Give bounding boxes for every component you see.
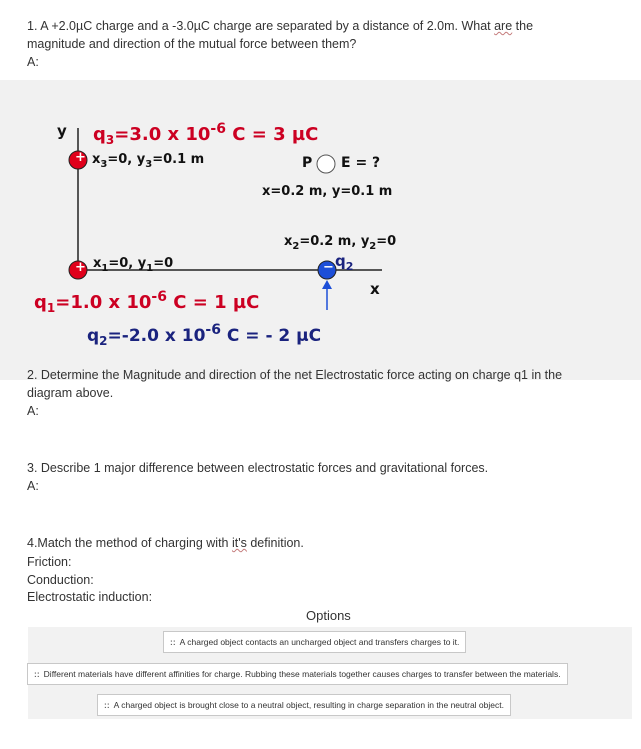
q2-position-label [284, 234, 397, 252]
q1-pos-ys: 1 [146, 263, 154, 274]
question-2-line-1: 2. Determine the Magnitude and direction of the net Electrostatic force acting on charge q1 in the [27, 368, 563, 382]
q3-unit: C = 3 µC [225, 124, 319, 145]
point-p-position: x=0.2 m, y=0.1 m [262, 184, 393, 199]
q3-value-label [93, 121, 319, 147]
drag-handle-icon: :: [104, 700, 110, 710]
q3-position-label [92, 152, 205, 170]
q1-text-a: 1. A +2.0µC charge and a -3.0µC charge are separated by a distance of 2.0m. What [27, 19, 495, 33]
q2-value-label [87, 322, 322, 348]
q1-plus-text: + [75, 260, 86, 275]
q1-exp: -6 [151, 289, 167, 305]
question-3-line-1: 3. Describe 1 major difference between electrostatic forces and gravitational forces. [27, 461, 489, 475]
q1-pos-xv: =0, y [108, 256, 147, 271]
q1-value: =1.0 x 10 [55, 292, 152, 313]
q1-text-b: the [512, 19, 534, 33]
q2-name-sub: 2 [345, 260, 354, 273]
drag-handle-icon: :: [34, 669, 40, 679]
y-axis-label: y [57, 122, 67, 140]
q2-name: q [87, 326, 100, 346]
option-chip-induction[interactable] [97, 694, 511, 716]
q3-value: =3.0 x 10 [114, 124, 211, 145]
field-label: E = ? [341, 155, 381, 171]
point-p-label: P [302, 155, 313, 171]
q1-unit: C = 1 µC [166, 292, 260, 313]
term-friction: Friction: [27, 555, 72, 569]
q2-unit: C = - 2 µC [220, 326, 322, 346]
x-axis-label: x [370, 280, 380, 298]
question-1-line-2: magnitude and direction of the mutual force between them? [27, 37, 357, 51]
q1-position-label [93, 256, 174, 274]
option-chip-contact[interactable] [163, 631, 466, 653]
q4-text-a: 4.Match the method of charging with [27, 536, 232, 550]
question-1-answer-label: A: [27, 55, 39, 69]
option-text-induction: A charged object is brought close to a neutral object, resulting in charge separation in the neutral object. [113, 700, 504, 710]
question-4-line-1 [27, 534, 304, 552]
q1-value-label [34, 289, 260, 315]
q1-pos-xs: 1 [101, 263, 109, 274]
drag-handle-icon: :: [170, 637, 176, 647]
q3-pos-xv: =0, y [107, 152, 146, 167]
options-title: Options [306, 608, 351, 623]
question-2-line-2: diagram above. [27, 386, 114, 400]
q1-wavy-word: are [494, 19, 513, 33]
question-1-line-1 [27, 17, 533, 35]
q1-pos-yv: =0 [153, 256, 174, 271]
option-chip-friction[interactable] [27, 663, 568, 685]
q3-pos-xs: 3 [100, 159, 108, 170]
q2-pos-ys: 2 [369, 241, 377, 252]
term-electrostatic-induction: Electrostatic induction: [27, 590, 153, 604]
point-p-marker [317, 155, 335, 173]
q2-charge-name [335, 252, 354, 273]
option-text-contact: A charged object contacts an uncharged object and transfers charges to it. [179, 637, 460, 647]
question-2-answer-label: A: [27, 404, 39, 418]
q3-pos-x: x [92, 152, 101, 167]
option-text-friction: Different materials have different affinities for charge. Rubbing these materials together causes charges to transfer between the materials. [43, 669, 561, 679]
q3-pos-yv: =0.1 m [152, 152, 205, 167]
q3-pos-ys: 3 [145, 159, 153, 170]
q2-minus-text: − [323, 260, 334, 275]
q2-arrow-head [322, 280, 332, 289]
q2-value: =-2.0 x 10 [107, 326, 206, 346]
q2-sub: 2 [99, 334, 108, 348]
q2-name-text: q [335, 252, 346, 270]
term-conduction: Conduction: [27, 573, 94, 587]
q4-wavy-word: it's [231, 536, 247, 550]
question-3-answer-label: A: [27, 479, 39, 493]
q3-exp: -6 [210, 121, 226, 137]
physics-diagram [0, 80, 641, 380]
q2-pos-xs: 2 [292, 241, 300, 252]
q2-pos-xv: =0.2 m, y [299, 234, 370, 249]
q3-name: q [93, 124, 106, 145]
q2-pos-yv: =0 [376, 234, 397, 249]
q3-sub: 3 [105, 133, 115, 147]
q2-exp: -6 [205, 322, 221, 338]
q1-pos-x: x [93, 256, 102, 271]
q3-plus-text: + [75, 150, 86, 165]
q1-sub: 1 [46, 301, 56, 315]
q4-text-b: definition. [246, 536, 304, 550]
q1-name: q [34, 292, 47, 313]
q2-pos-x: x [284, 234, 293, 249]
